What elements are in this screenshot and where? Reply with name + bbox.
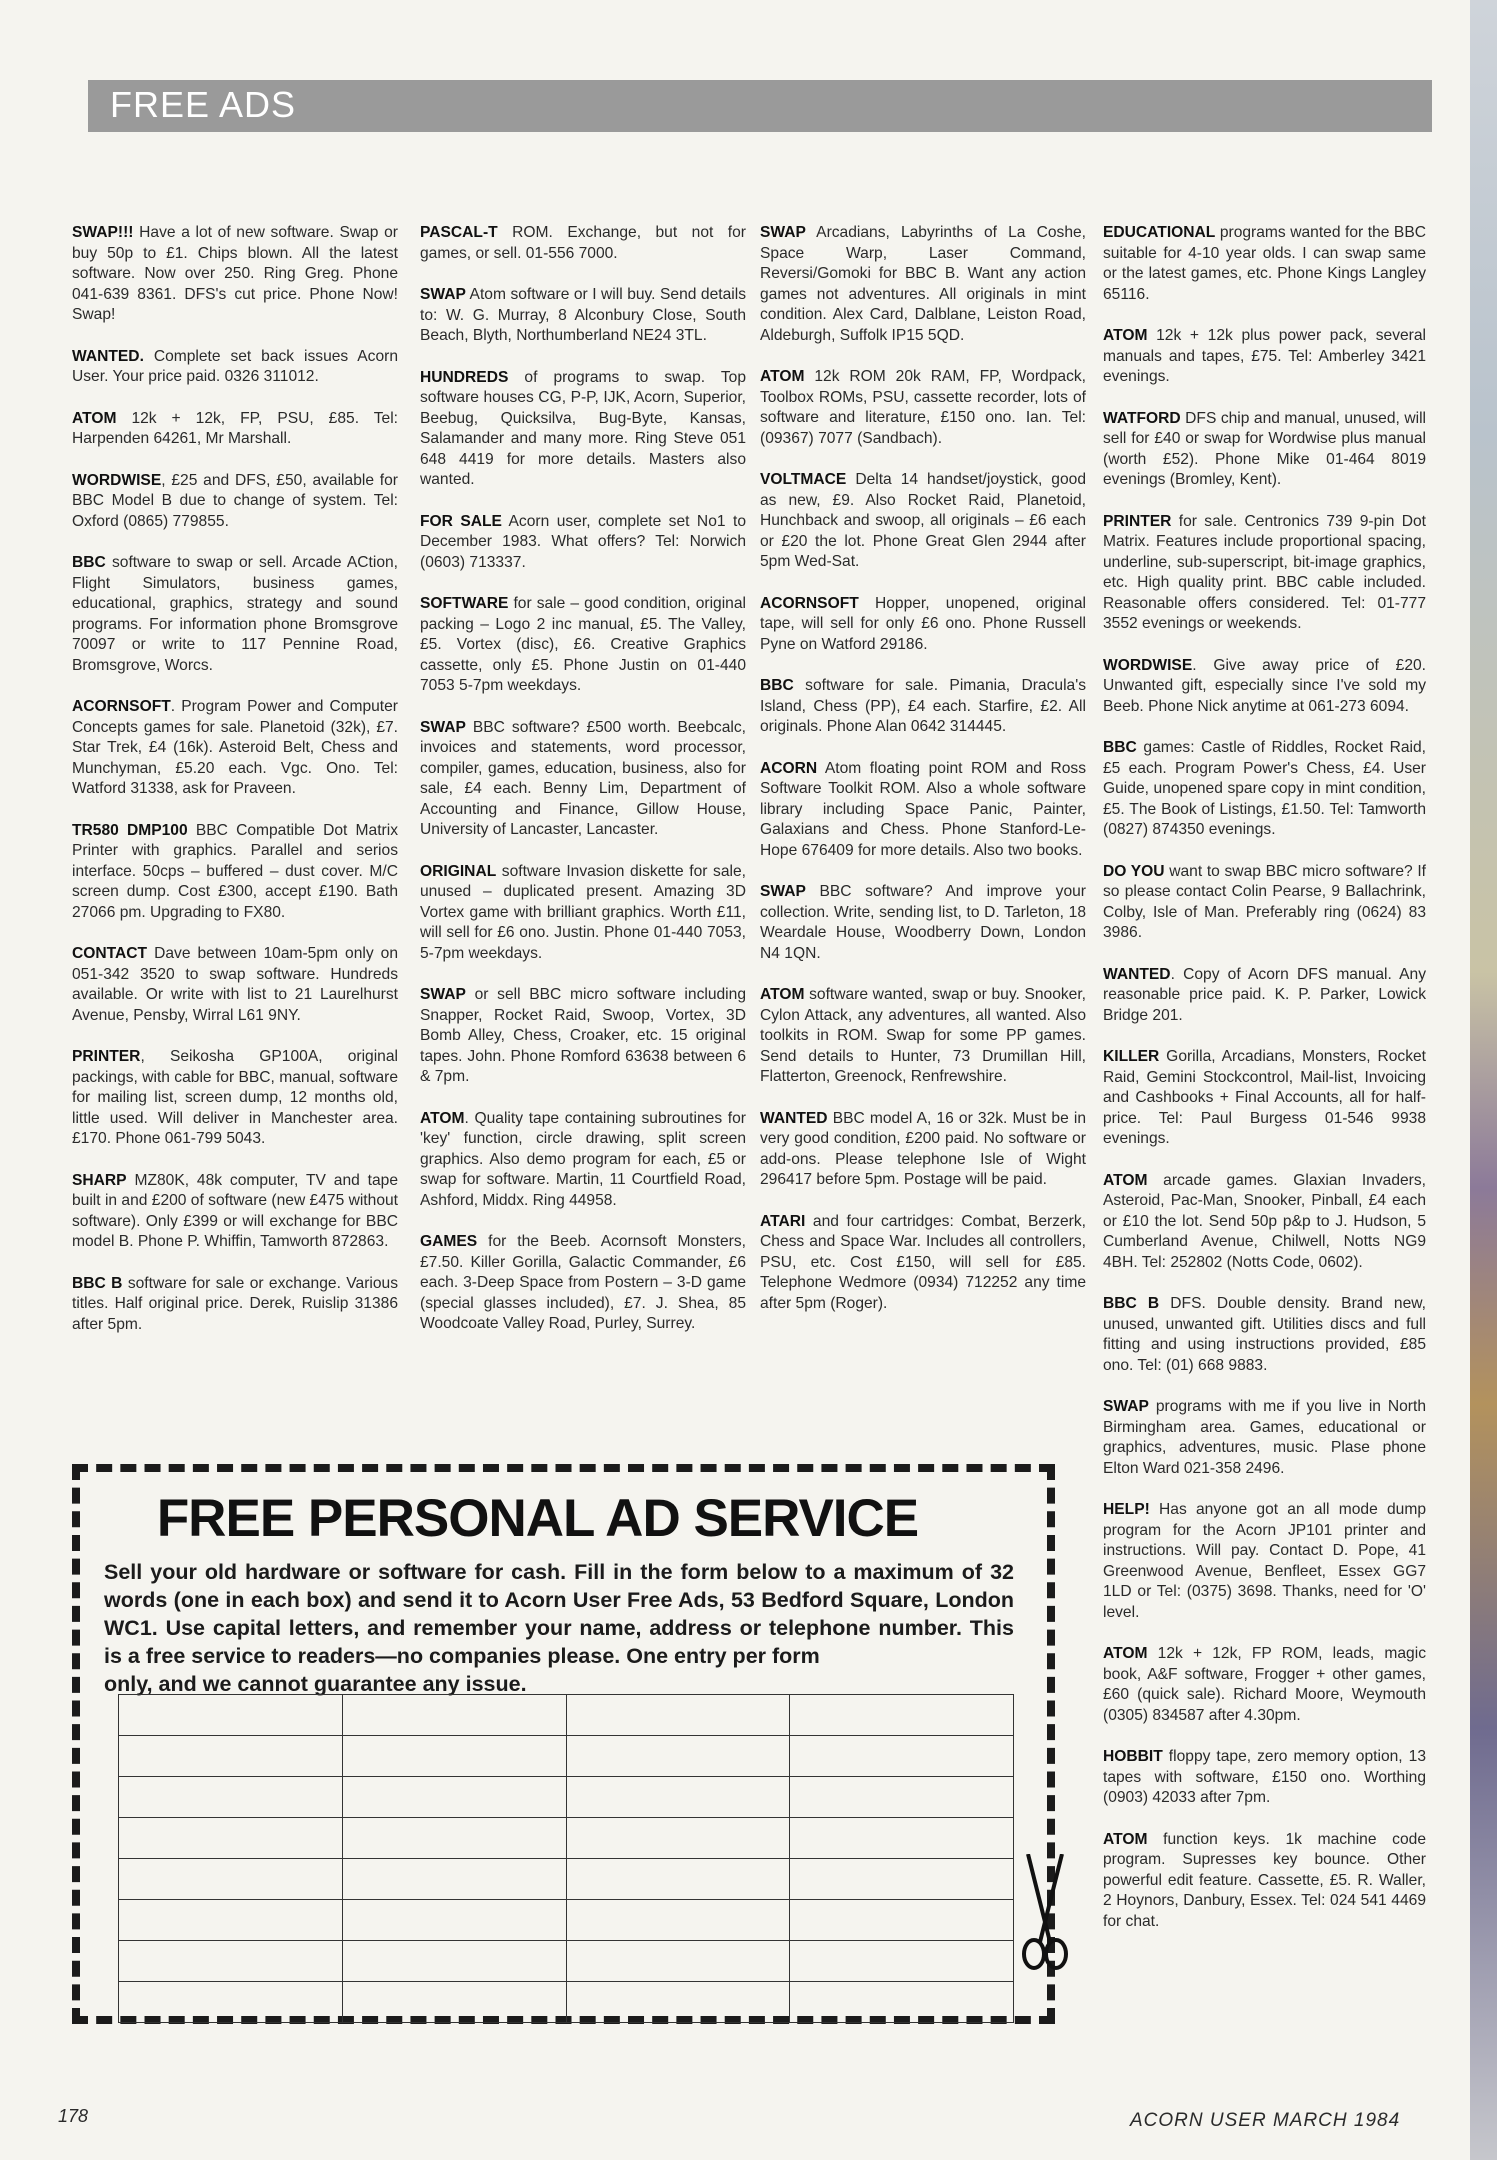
word-box[interactable]: [119, 1900, 343, 1941]
word-box[interactable]: [790, 1736, 1014, 1777]
ad-keyword: ACORNSOFT: [760, 594, 859, 612]
classified-ad: [1103, 223, 1426, 305]
classified-ad: [72, 347, 398, 388]
classified-ad: [1103, 1047, 1426, 1150]
scissors-icon: [1020, 1854, 1070, 1974]
publication-footer: ACORN USER MARCH 1984: [1130, 2110, 1401, 2131]
ad-keyword: ATOM: [1103, 327, 1148, 344]
ad-text: software wanted, swap or buy. Snooker, Cylon Attack, any adventures, all wanted. Also toolkits in ROM. Swap for some PP games. Send details to Hunter, 73 Drumillan Hill, Flatterton, Greenock, Renfrewshire.: [760, 986, 1086, 1085]
ad-keyword: ATOM: [1103, 1645, 1148, 1662]
ad-keyword: SWAP: [1103, 1398, 1149, 1415]
classified-ad: [1103, 512, 1426, 635]
ad-keyword: VOLTMACE: [760, 471, 847, 488]
word-box[interactable]: [790, 1777, 1014, 1818]
ad-text: function keys. 1k machine code program. Supresses key bounce. Other powerful edit feature. Cassette, £5. R. Waller, 2 Hoynors, Danbury, Essex. Tel: 024 541 4469 for chat.: [1103, 1830, 1426, 1930]
ad-text: Hopper, unopened, original tape, will sell for only £6 ono. Phone Russell Pyne on Watford 29186.: [760, 594, 1086, 653]
classified-ad: [1103, 656, 1426, 718]
ad-keyword: BBC B: [1103, 1295, 1160, 1312]
ad-keyword: SWAP: [760, 224, 806, 241]
word-box[interactable]: [566, 1818, 790, 1859]
ad-keyword: HUNDREDS: [420, 368, 509, 386]
ad-text: for sale. Centronics 739 9-pin Dot Matrix. Features include proportional spacing, underline, sub-superscript, bit-image graphics, etc. High quality print. BBC cable included. Reasonable offers considered. Tel: 01-777 3552 evenings or weekends.: [1103, 512, 1426, 632]
ad-keyword: PASCAL-T: [420, 224, 498, 241]
classified-ad: [1103, 1500, 1426, 1623]
classified-ad: [420, 1232, 746, 1335]
grid-row: [119, 1736, 1014, 1777]
ad-text: for the Beeb. Acornsoft Monsters, £7.50. Killer Gorilla, Galactic Commander, £6 each. 3-Deep Space from Postern – 3-D game (special glasses included), £7. J. Shea, 85 Woodcoate Valley Road, Purley, Surrey.: [420, 1233, 746, 1332]
ad-keyword: ACORNSOFT: [72, 698, 171, 715]
word-box[interactable]: [342, 1777, 566, 1818]
ad-keyword: FOR SALE: [420, 512, 502, 530]
classified-ad: [1103, 1171, 1426, 1274]
ad-text: Acorn user, complete set No1 to December 1983. What offers? Tel: Norwich (0603) 713337.: [420, 512, 746, 571]
grid-row: [119, 1982, 1014, 2023]
word-box[interactable]: [342, 1900, 566, 1941]
ad-keyword: PRINTER: [72, 1048, 141, 1065]
ad-keyword: TR580 DMP100: [72, 821, 188, 839]
ad-text: or sell BBC micro software including Snapper, Rocket Raid, Swoop, Vortex, 3D Bomb Alley, Chess, Croaker, etc. 15 original tapes. John. Phone Romford 63638 between 6 & 7pm.: [420, 986, 746, 1085]
classified-ad: [1103, 862, 1426, 944]
word-box[interactable]: [790, 1982, 1014, 2023]
ad-text: Atom software or I will buy. Send details to: W. G. Murray, 8 Alconbury Close, South Beach, Blyth, Northumberland NE24 3TL.: [420, 286, 746, 344]
classified-ad: [760, 367, 1086, 449]
ad-text: 12k + 12k, FP ROM, leads, magic book, A&F software, Frogger + other games, £60 (quick sale). Richard Moore, Weymouth (0305) 834587 after 4.30pm.: [1103, 1645, 1426, 1724]
ad-text: Gorilla, Arcadians, Monsters, Rocket Raid, Gemini Stockcontrol, Mail-list, Invoicing and Cashbooks + Final Accounts, all for half-price. Tel: Paul Burgess 01-546 9938 evenings.: [1103, 1048, 1426, 1147]
word-box[interactable]: [119, 1695, 343, 1736]
classified-ad: [420, 223, 746, 264]
ad-keyword: BBC: [1103, 739, 1137, 756]
classified-ad: [1103, 965, 1426, 1027]
ad-text: Complete set back issues Acorn User. Your price paid. 0326 311012.: [72, 347, 398, 385]
ad-keyword: SHARP: [72, 1171, 127, 1189]
ad-text: BBC software? And improve your collection. Write, sending list, to D. Tarleton, 18 Weardale House, Woodberry Down, London N4 1QN.: [760, 883, 1086, 962]
word-box[interactable]: [790, 1695, 1014, 1736]
form-title: FREE PERSONAL AD SERVICE: [156, 1489, 919, 1548]
classified-ad: [1103, 409, 1426, 491]
ad-text: software Invasion diskette for sale, unused – duplicated present. Amazing 3D Vortex game with brilliant graphics. Worth £11, will sell for £6 ono. Justin. Phone 01-440 7053, 5-7pm weekdays.: [420, 862, 746, 962]
ad-text: Dave between 10am-5pm only on 051-342 3520 to swap software. Hundreds available. Or write with list to 21 Laurelhurst Avenue, Pensby, Wirral L61 9NY.: [72, 945, 398, 1024]
ad-text: Atom floating point ROM and Ross Software Toolkit ROM. Also a whole software library including Space Panic, Painter, Galaxians and Chess. Phone Stanford-Le-Hope 676409 for more details. Also two books.: [760, 759, 1086, 859]
ad-text: . Quality tape containing subroutines for 'key' function, circle drawing, split screen graphics. Also demo program for each, £5 or swap for software. Martin, 11 Courtfield Road, Ashford, Middx. Ring 44958.: [420, 1109, 746, 1209]
classified-ad: [760, 985, 1086, 1088]
classified-ad: [72, 1171, 398, 1253]
classified-ad: [1103, 1397, 1426, 1479]
classified-ad: [420, 512, 746, 574]
word-box[interactable]: [119, 1777, 343, 1818]
classified-ad: [1103, 1294, 1426, 1376]
classified-ad: [72, 697, 398, 800]
classified-ad: [420, 285, 746, 347]
word-box[interactable]: [342, 1941, 566, 1982]
ad-keyword: HELP!: [1103, 1501, 1150, 1518]
ad-form-box: [72, 1464, 1055, 2024]
ad-text: . Copy of Acorn DFS manual. Any reasonable price paid. K. P. Parker, Lowick Bridge 201.: [1103, 965, 1426, 1024]
ad-keyword: WORDWISE: [72, 471, 162, 489]
ad-text: games: Castle of Riddles, Rocket Raid, £5 each. Program Power's Chess, £4. User Guide, unopened spare copy in mint condition, £5. The Book of Listings, £1.50. Tel: Tamworth (0827) 874350 evenings.: [1103, 739, 1426, 838]
ad-keyword: ATOM: [420, 1109, 465, 1127]
ad-text: BBC model A, 16 or 32k. Must be in very good condition, £200 paid. No software or add-ons. Please telephone Isle of Wight 296417 before 5pm. Postage will be paid.: [760, 1109, 1086, 1188]
ads-column-2: [420, 223, 746, 1356]
classified-ad: [420, 594, 746, 697]
classified-ad: [1103, 1644, 1426, 1726]
ad-keyword: EDUCATIONAL: [1103, 224, 1216, 241]
word-box[interactable]: [566, 1736, 790, 1777]
form-instructions: [104, 1558, 1014, 1698]
classified-ad: [760, 759, 1086, 862]
word-entry-grid: [118, 1694, 1014, 2023]
ad-keyword: ACORN: [760, 759, 818, 777]
word-box[interactable]: [119, 1859, 343, 1900]
grid-row: [119, 1941, 1014, 1982]
ad-keyword: PRINTER: [1103, 512, 1172, 530]
ad-text: BBC software? £500 worth. Beebcalc, invoices and statements, word processor, compiler, games, education, business, also for sale, £4 each. Benny Lim, Department of Accounting and Finance, Gillow House, University of Lancaster, Lancaster.: [420, 718, 746, 838]
ad-text: programs wanted for the BBC suitable for 4-10 year olds. I can swap same or the latest games, etc. Phone Kings Langley 65116.: [1103, 224, 1426, 303]
ad-keyword: WANTED: [1103, 965, 1171, 983]
ad-keyword: GAMES: [420, 1233, 478, 1250]
word-box[interactable]: [342, 1695, 566, 1736]
grid-row: [119, 1900, 1014, 1941]
ad-text: MZ80K, 48k computer, TV and tape built in and £200 of software (new £475 without software). Only £399 or will exchange for BBC model B. Phone P. Whiffin, Tamworth 872863.: [72, 1171, 398, 1250]
classified-ad: [760, 594, 1086, 656]
classified-ad: [420, 1109, 746, 1212]
grid-row: [119, 1777, 1014, 1818]
ad-keyword: SWAP: [420, 286, 466, 303]
classified-ad: [760, 882, 1086, 964]
ads-column-3: [760, 223, 1086, 1335]
form-instructions-text: Sell your old hardware or software for cash. Fill in the form below to a maximum of 32 words (one in each box) and send it to Acorn User Free Ads, 53 Bedford Square, London WC1. Use capital letters, and remember your name, address or telephone number. This is a free service to readers—no companies please. One entry per form: [104, 1560, 1014, 1668]
ad-text: floppy tape, zero memory option, 13 tapes with software, £150 ono. Worthing (0903) 42033 after 7pm.: [1103, 1748, 1426, 1806]
page-edge-image: [1470, 0, 1497, 2160]
ad-text: arcade games. Glaxian Invaders, Asteroid, Pac-Man, Snooker, Pinball, £4 each or £10 the lot. Send 50p p&p to J. Hudson, 5 Cumberland Avenue, Chilwell, Notts NG9 4BH. Tel: 252802 (Notts Code, 0602).: [1103, 1171, 1426, 1271]
ad-text: and four cartridges: Combat, Berzerk, Chess and Space War. Includes all controllers, PSU, etc. Cost £150, will sell for £85. Telephone Wedmore (0934) 712252 any time after 5pm (Roger).: [760, 1212, 1086, 1312]
ad-text: software for sale or exchange. Various titles. Half original price. Derek, Ruislip 31386 after 5pm.: [72, 1274, 398, 1333]
word-box[interactable]: [342, 1982, 566, 2023]
word-box[interactable]: [119, 1941, 343, 1982]
ad-text: DFS. Double density. Brand new, unused, unwanted gift. Utilities discs and full fitting and using instructions provided, £85 ono. Tel: (01) 668 9883.: [1103, 1295, 1426, 1374]
ad-keyword: WORDWISE: [1103, 656, 1193, 674]
ad-keyword: ATOM: [72, 409, 117, 427]
ad-text: 12k ROM 20k RAM, FP, Wordpack, Toolbox ROMs, PSU, cassette recorder, lots of software and literature, £150 ono. Ian. Tel: (09367) 7077 (Sandbach).: [760, 368, 1086, 447]
word-box[interactable]: [566, 1777, 790, 1818]
ad-text: 12k + 12k plus power pack, several manuals and tapes, £75. Tel: Amberley 3421 evenings.: [1103, 327, 1426, 385]
ad-keyword: ATOM: [760, 368, 805, 385]
ad-text: for sale – good condition, original packing – Logo 2 inc manual, £5. The Valley, £5. Vortex (disc), £6. Creative Graphics cassette, only £5. Phone Justin on 01-440 7053 5-7pm weekdays.: [420, 595, 746, 694]
word-box[interactable]: [566, 1859, 790, 1900]
word-box[interactable]: [790, 1859, 1014, 1900]
classified-ad: [760, 1212, 1086, 1315]
ad-text: . Give away price of £20. Unwanted gift, especially since I've sold my Beeb. Phone Nick anytime at 061-273 6094.: [1103, 656, 1426, 715]
page-number: 178: [58, 2106, 89, 2126]
classified-ad: [420, 862, 746, 965]
ad-keyword: ATOM: [760, 986, 805, 1003]
ad-keyword: WANTED.: [72, 347, 144, 365]
word-box[interactable]: [790, 1818, 1014, 1859]
ad-keyword: ORIGINAL: [420, 862, 497, 880]
ad-keyword: ATOM: [1103, 1830, 1148, 1848]
classified-ad: [72, 471, 398, 533]
ad-keyword: HOBBIT: [1103, 1748, 1163, 1765]
ad-keyword: BBC B: [72, 1274, 123, 1292]
grid-row: [119, 1859, 1014, 1900]
word-box[interactable]: [566, 1695, 790, 1736]
classified-ad: [420, 985, 746, 1088]
ad-text: 12k + 12k, FP, PSU, £85. Tel: Harpenden 64261, Mr Marshall.: [72, 409, 398, 447]
classified-ad: [760, 676, 1086, 738]
ad-keyword: BBC: [72, 554, 106, 571]
ads-column-1: [72, 223, 398, 1356]
section-banner: [88, 80, 1432, 132]
ad-text: DFS chip and manual, unused, will sell for £40 or swap for Wordwise plus manual (worth £52). Phone Mike 01-464 8019 evenings (Bromley, Kent).: [1103, 409, 1426, 488]
ad-text: Arcadians, Labyrinths of La Coshe, Space Warp, Laser Command, Reversi/Gomoki for BBC B. Want any action games not adventures. All originals in mint condition. Alex Card, Dalblane, Leiston Road, Aldeburgh, Suffolk IP15 5QD.: [760, 224, 1086, 344]
word-box[interactable]: [119, 1982, 343, 2023]
word-box[interactable]: [342, 1859, 566, 1900]
form-instructions-last-line: only, and we cannot guarantee any issue.: [104, 1672, 527, 1696]
classified-ad: [72, 944, 398, 1026]
ad-text: software for sale. Pimania, Dracula's Island, Chess (PP), £4 each. Starfire, £2. All originals. Phone Alan 0642 314445.: [760, 677, 1086, 735]
ad-text: of programs to swap. Top software houses CG, P-P, IJK, Acorn, Superior, Beebug, Quicksilva, Bug-Byte, Kansas, Salamander and many more. Ring Steve 051 648 4419 for more details. Masters also wanted.: [420, 368, 746, 488]
classified-ad: [1103, 738, 1426, 841]
ad-keyword: BBC: [760, 677, 794, 694]
ad-keyword: CONTACT: [72, 945, 148, 962]
ads-column-4: [1103, 223, 1426, 1953]
ad-keyword: ATARI: [760, 1212, 806, 1230]
classified-ad: [1103, 1747, 1426, 1809]
classified-ad: [1103, 1830, 1426, 1933]
classified-ad: [72, 821, 398, 924]
word-box[interactable]: [790, 1900, 1014, 1941]
ad-text: Delta 14 handset/joystick, good as new, £9. Also Rocket Raid, Planetoid, Hunchback and swoop, all originals – £6 each or £20 the lot. Phone Great Glen 2944 after 5pm Wed-Sat.: [760, 471, 1086, 570]
ad-text: want to swap BBC micro software? If so please contact Colin Pearse, 9 Ballachrink, Colby, Isle of Man. Preferably ring (0624) 83 3986.: [1103, 862, 1427, 941]
ad-keyword: WANTED: [760, 1109, 828, 1127]
ad-keyword: SWAP: [420, 718, 466, 736]
classified-ad: [72, 1047, 398, 1150]
ad-text: Has anyone got an all mode dump program for the Acorn JP101 printer and instructions. Will pay. Contact D. Pope, 41 Greenwood Avenue, Benfleet, Essex GG7 1LD or Tel: (0375) 3698. Thanks, need for 'O' level.: [1103, 1501, 1426, 1621]
word-box[interactable]: [566, 1941, 790, 1982]
ad-keyword: WATFORD: [1103, 409, 1181, 427]
ad-keyword: SWAP!!!: [72, 224, 134, 241]
classified-ad: [760, 223, 1086, 346]
ad-text: BBC Compatible Dot Matrix Printer with graphics. Parallel and serios interface. 50cps – buffered – dust cover. M/C screen dump. Cost £300, accept £190. Bath 27066 pm. Upgrading to FX80.: [72, 821, 399, 921]
ad-keyword: ATOM: [1103, 1171, 1148, 1189]
ad-text: software to swap or sell. Arcade ACtion, Flight Simulators, business games, educational, graphics, strategy and sound programs. For information phone Bromsgrove 70097 or write to 117 Pennine Road, Bromsgrove, Worcs.: [72, 554, 398, 674]
ad-keyword: KILLER: [1103, 1048, 1160, 1065]
ad-text: , Seikosha GP100A, original packings, with cable for BBC, manual, software for mailing list, screen dump, 12 months old, little used. Will deliver in Manchester area. £170. Phone 061-799 5043.: [72, 1048, 398, 1147]
classified-ad: [420, 368, 746, 491]
grid-row: [119, 1695, 1014, 1736]
word-box[interactable]: [342, 1736, 566, 1777]
ad-keyword: SWAP: [420, 986, 466, 1003]
word-box[interactable]: [119, 1818, 343, 1859]
classified-ad: [72, 553, 398, 676]
ad-text: Have a lot of new software. Swap or buy 50p to £1. Chips blown. All the latest software. Now over 250. Ring Greg. Phone 041-639 8361. DFS's cut price. Phone Now! Swap!: [72, 224, 398, 323]
grid-row: [119, 1818, 1014, 1859]
section-title: FREE ADS: [110, 84, 297, 125]
classified-ad: [1103, 326, 1426, 388]
ad-keyword: SOFTWARE: [420, 595, 509, 612]
ad-text: ROM. Exchange, but not for games, or sell. 01-556 7000.: [420, 224, 746, 262]
ad-keyword: DO YOU: [1103, 862, 1165, 880]
classified-ad: [72, 223, 398, 326]
ad-text: , £25 and DFS, £50, available for BBC Model B due to change of system. Tel: Oxford (0865) 779855.: [72, 471, 398, 530]
ad-text: programs with me if you live in North Birmingham area. Games, educational or graphics, adventures, music. Plase phone Elton Ward 021-358 2496.: [1103, 1398, 1426, 1477]
ad-keyword: SWAP: [760, 883, 806, 900]
word-box[interactable]: [566, 1900, 790, 1941]
classified-ad: [760, 470, 1086, 573]
word-box[interactable]: [119, 1736, 343, 1777]
ad-text: . Program Power and Computer Concepts games for sale. Planetoid (32k), £7. Star Trek, £4 (16k). Asteroid Belt, Chess and Munchyman, £5.20 each. Vgc. Ono. Tel: Watford 31338, ask for Praveen.: [72, 698, 398, 797]
word-box[interactable]: [342, 1818, 566, 1859]
classified-ad: [72, 409, 398, 450]
word-box[interactable]: [566, 1982, 790, 2023]
classified-ad: [760, 1109, 1086, 1191]
classified-ad: [420, 718, 746, 841]
word-box[interactable]: [790, 1941, 1014, 1982]
classified-ad: [72, 1274, 398, 1336]
